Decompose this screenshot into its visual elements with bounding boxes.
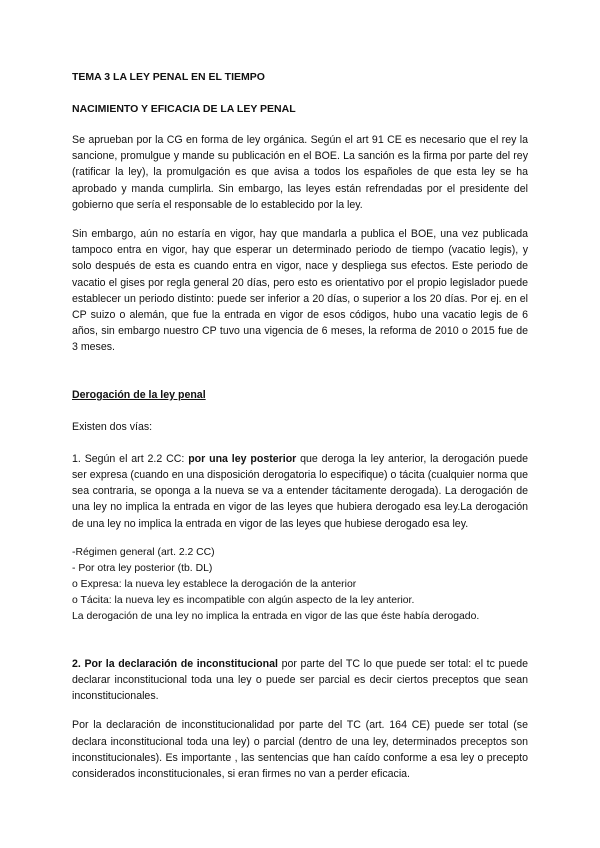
document-page	[72, 70, 528, 782]
paragraph-inconstitucionalidad: Por la declaración de inconstitucionalidad por parte del TC (art. 164 CE) puede ser total (se declara inconstitucional toda una ley) o parcial (dentro de una ley, determinados preceptos son inconstitucionales). Es importante , las sentencias que han caído conforme a esa ley o precepto considerados inconstitucionales, si eran firmes no van a perder eficacia.	[72, 719, 528, 781]
via2-text: por parte del TC lo que puede ser total: el tc puede declarar inconstitucional toda una ley o puede ser parcial es decir ciertos preceptos que sean inconstitucionales.	[72, 657, 528, 703]
via1-text: que deroga la ley anterior, la derogación puede ser expresa (cuando en una disposición derogatoria lo especifique) o tácita (cualquier norma que sea contraria, se oponga a la nueva se va a entender tácitamente derogada). La derogación de una ley no implica la entrada en vigor de las leyes que hubiera derogado esa ley.La derogación de una ley no implica la entrada en vigor de las leyes que hubiese derogado esa ley.	[72, 452, 528, 530]
section-title-derogacion: Derogación de la ley penal	[72, 388, 206, 401]
paragraph-vacatio-legis: Sin embargo, aún no estaría en vigor, hay que mandarla a publica el BOE, una vez publicada tampoco entra en vigor, hay que esperar un determinado periodo de tiempo (vacatio legis), y solo después de esta es cuando entra en vigor, nace y despliega sus efectos. Este periodo de vacatio el gises por regla general 20 días, pero esto es orientativo por el propio legislador puede establecer un periodo distinto: puede ser inferior a 20 días, o superior a los 20 días. Por ej. en el CP suizo o alemán, que fue la entrada en vigor de esos códigos, hubo una vacatio legis de 6 años, sin embargo nuestro CP tuvo una vigencia de 6 meses, la reforma de 2010 o 2015 fue de 3 meses.	[72, 228, 528, 354]
list-item: o Expresa: la nueva ley establece la derogación de la anterior	[72, 578, 357, 590]
list-item: o Tácita: la nueva ley es incompatible con algún aspecto de la ley anterior.	[72, 594, 415, 606]
page-title: TEMA 3 LA LEY PENAL EN EL TIEMPO	[72, 71, 265, 83]
paragraph-aprobacion: Se aprueban por la CG en forma de ley orgánica. Según el art 91 CE es necesario que el rey la sancione, promulgue y mande su publicación en el BOE. La sanción es la firma por parte del rey (ratificar la ley), la promulgación es que avisa a todos los españoles de que esta ley se ha aprobado y manda cumplirla. Sin embargo, las leyes están refrendadas por el presidente del gobierno que sería el responsable de lo establecido por la ley.	[72, 134, 528, 211]
paragraph-vias-intro: Existen dos vías:	[72, 420, 153, 433]
section-title-nacimiento: NACIMIENTO Y EFICACIA DE LA LEY PENAL	[72, 103, 296, 115]
paragraph-via-1	[72, 451, 528, 532]
list-item: La derogación de una ley no implica la entrada en vigor de las que éste había derogado.	[72, 610, 480, 622]
list-item: - Por otra ley posterior (tb. DL)	[72, 562, 213, 574]
list-item: -Régimen general (art. 2.2 CC)	[72, 546, 215, 558]
derogacion-list	[72, 545, 528, 625]
paragraph-via-2	[72, 656, 528, 705]
via1-prefix: 1. Según el art 2.2 CC:	[72, 452, 189, 465]
via1-bold: por una ley posterior	[188, 452, 297, 465]
via2-bold: 2. Por la declaración de inconstitucional	[72, 657, 278, 670]
